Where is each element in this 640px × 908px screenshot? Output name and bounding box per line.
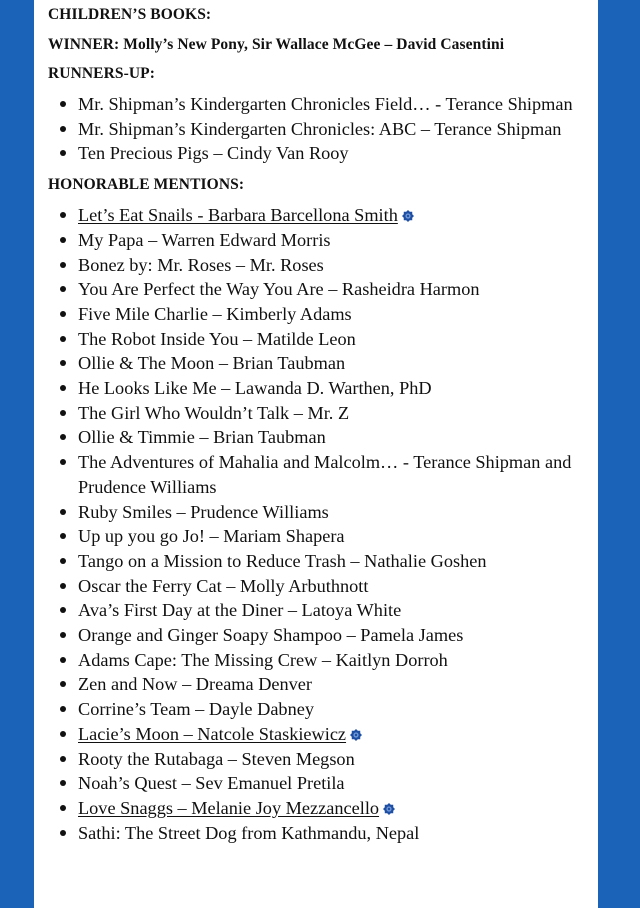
list-item-text: Ruby Smiles – Prudence Williams [78, 501, 329, 522]
list-item [48, 697, 594, 722]
bullet-icon [60, 262, 66, 268]
bullet-icon [60, 509, 66, 515]
list-item [48, 425, 594, 450]
list-item[interactable] [48, 722, 594, 747]
bullet-icon [60, 385, 66, 391]
list-item-text: Ava’s First Day at the Diner – Latoya White [78, 600, 402, 621]
list-item [48, 376, 594, 401]
list-item[interactable] [48, 796, 594, 821]
bullet-icon [60, 756, 66, 762]
list-item [48, 598, 594, 623]
list-item-text: Ollie & The Moon – Brian Taubman [78, 353, 346, 374]
list-item [48, 228, 594, 253]
bullet-icon [60, 360, 66, 366]
bullet-icon [60, 410, 66, 416]
list-item [48, 351, 594, 376]
bullet-icon [60, 336, 66, 342]
list-item [48, 648, 594, 673]
list-item-text: Tango on a Mission to Reduce Trash – Nathalie Goshen [78, 550, 487, 571]
list-item [48, 117, 594, 142]
list-item-text: Rooty the Rutabaga – Steven Megson [78, 748, 355, 769]
bullet-icon [60, 434, 66, 440]
list-item [48, 821, 594, 846]
bullet-icon [60, 558, 66, 564]
list-item [48, 92, 594, 117]
list-item-text: Zen and Now – Dreama Denver [78, 674, 313, 695]
list-item [48, 401, 594, 426]
bullet-icon [60, 805, 66, 811]
bullet-icon [60, 583, 66, 589]
list-item-text: The Girl Who Wouldn’t Talk – Mr. Z [78, 402, 350, 423]
runners-up-list [48, 92, 594, 166]
list-item-text: Corrine’s Team – Dayle Dabney [78, 699, 314, 720]
bullet-icon [60, 780, 66, 786]
list-item-text: The Adventures of Mahalia and Malcolm… - Terance Shipman and Prudence Williams [78, 452, 572, 497]
award-badge-icon [383, 803, 395, 815]
bullet-icon [60, 706, 66, 712]
list-item-text: Ollie & Timmie – Brian Taubman [78, 427, 326, 448]
bullet-icon [60, 286, 66, 292]
bullet-icon [60, 830, 66, 836]
bullet-icon [60, 681, 66, 687]
list-item-text: Mr. Shipman’s Kindergarten Chronicles Field… - Terance Shipman [78, 94, 573, 114]
winner-line: WINNER: Molly’s New Pony, Sir Wallace McGee – David Casentini [48, 36, 505, 53]
list-item [48, 450, 594, 499]
list-item-text: Orange and Ginger Soapy Shampoo – Pamela James [78, 625, 464, 646]
list-item [48, 771, 594, 796]
list-item-link[interactable]: Love Snaggs – Melanie Joy Mezzancello [78, 797, 380, 818]
list-item-text: Five Mile Charlie – Kimberly Adams [78, 303, 352, 324]
bullet-icon [60, 533, 66, 539]
list-item-text: Sathi: The Street Dog from Kathmandu, Nepal [78, 822, 420, 843]
list-item [48, 327, 594, 352]
list-item [48, 141, 594, 166]
list-item [48, 549, 594, 574]
list-item-text: Adams Cape: The Missing Crew – Kaitlyn Dorroh [78, 649, 448, 670]
section-heading-childrens-books: CHILDREN’S BOOKS: [48, 6, 212, 23]
list-item [48, 672, 594, 697]
document-page [34, 0, 598, 908]
bullet-icon [60, 311, 66, 317]
document-content [48, 6, 594, 845]
list-item-text: Noah’s Quest – Sev Emanuel Pretila [78, 773, 345, 794]
list-item-text: The Robot Inside You – Matilde Leon [78, 328, 356, 349]
bullet-icon [60, 459, 66, 465]
list-item [48, 302, 594, 327]
list-item-text: Oscar the Ferry Cat – Molly Arbuthnott [78, 575, 369, 596]
list-item-text: Up up you go Jo! – Mariam Shapera [78, 526, 345, 547]
bullet-icon [60, 212, 66, 218]
list-item [48, 623, 594, 648]
list-item-link[interactable]: Let’s Eat Snails - Barbara Barcellona Smith [78, 205, 398, 226]
bullet-icon [60, 657, 66, 663]
bullet-icon [60, 126, 66, 132]
list-item-link[interactable]: Lacie’s Moon – Natcole Staskiewicz [78, 723, 347, 744]
bullet-icon [60, 150, 66, 156]
section-heading-runners-up: RUNNERS-UP: [48, 65, 156, 82]
list-item [48, 747, 594, 772]
award-badge-icon [402, 210, 414, 222]
bullet-icon [60, 101, 66, 107]
list-item-text: My Papa – Warren Edward Morris [78, 229, 331, 250]
bullet-icon [60, 731, 66, 737]
bullet-icon [60, 632, 66, 638]
honorable-mentions-list [48, 203, 594, 845]
list-item [48, 277, 594, 302]
list-item-text: Bonez by: Mr. Roses – Mr. Roses [78, 254, 324, 275]
bullet-icon [60, 237, 66, 243]
bullet-icon [60, 607, 66, 613]
list-item-text: He Looks Like Me – Lawanda D. Warthen, PhD [78, 378, 432, 399]
list-item [48, 524, 594, 549]
list-item-text: Mr. Shipman’s Kindergarten Chronicles: ABC – Terance Shipman [78, 118, 562, 139]
award-badge-icon [350, 729, 362, 741]
list-item-text: You Are Perfect the Way You Are – Rasheidra Harmon [78, 279, 480, 300]
list-item [48, 253, 594, 278]
list-item [48, 500, 594, 525]
list-item-text: Ten Precious Pigs – Cindy Van Rooy [78, 143, 349, 164]
list-item [48, 574, 594, 599]
list-item[interactable] [48, 203, 594, 228]
section-heading-honorable-mentions: HONORABLE MENTIONS: [48, 176, 245, 194]
